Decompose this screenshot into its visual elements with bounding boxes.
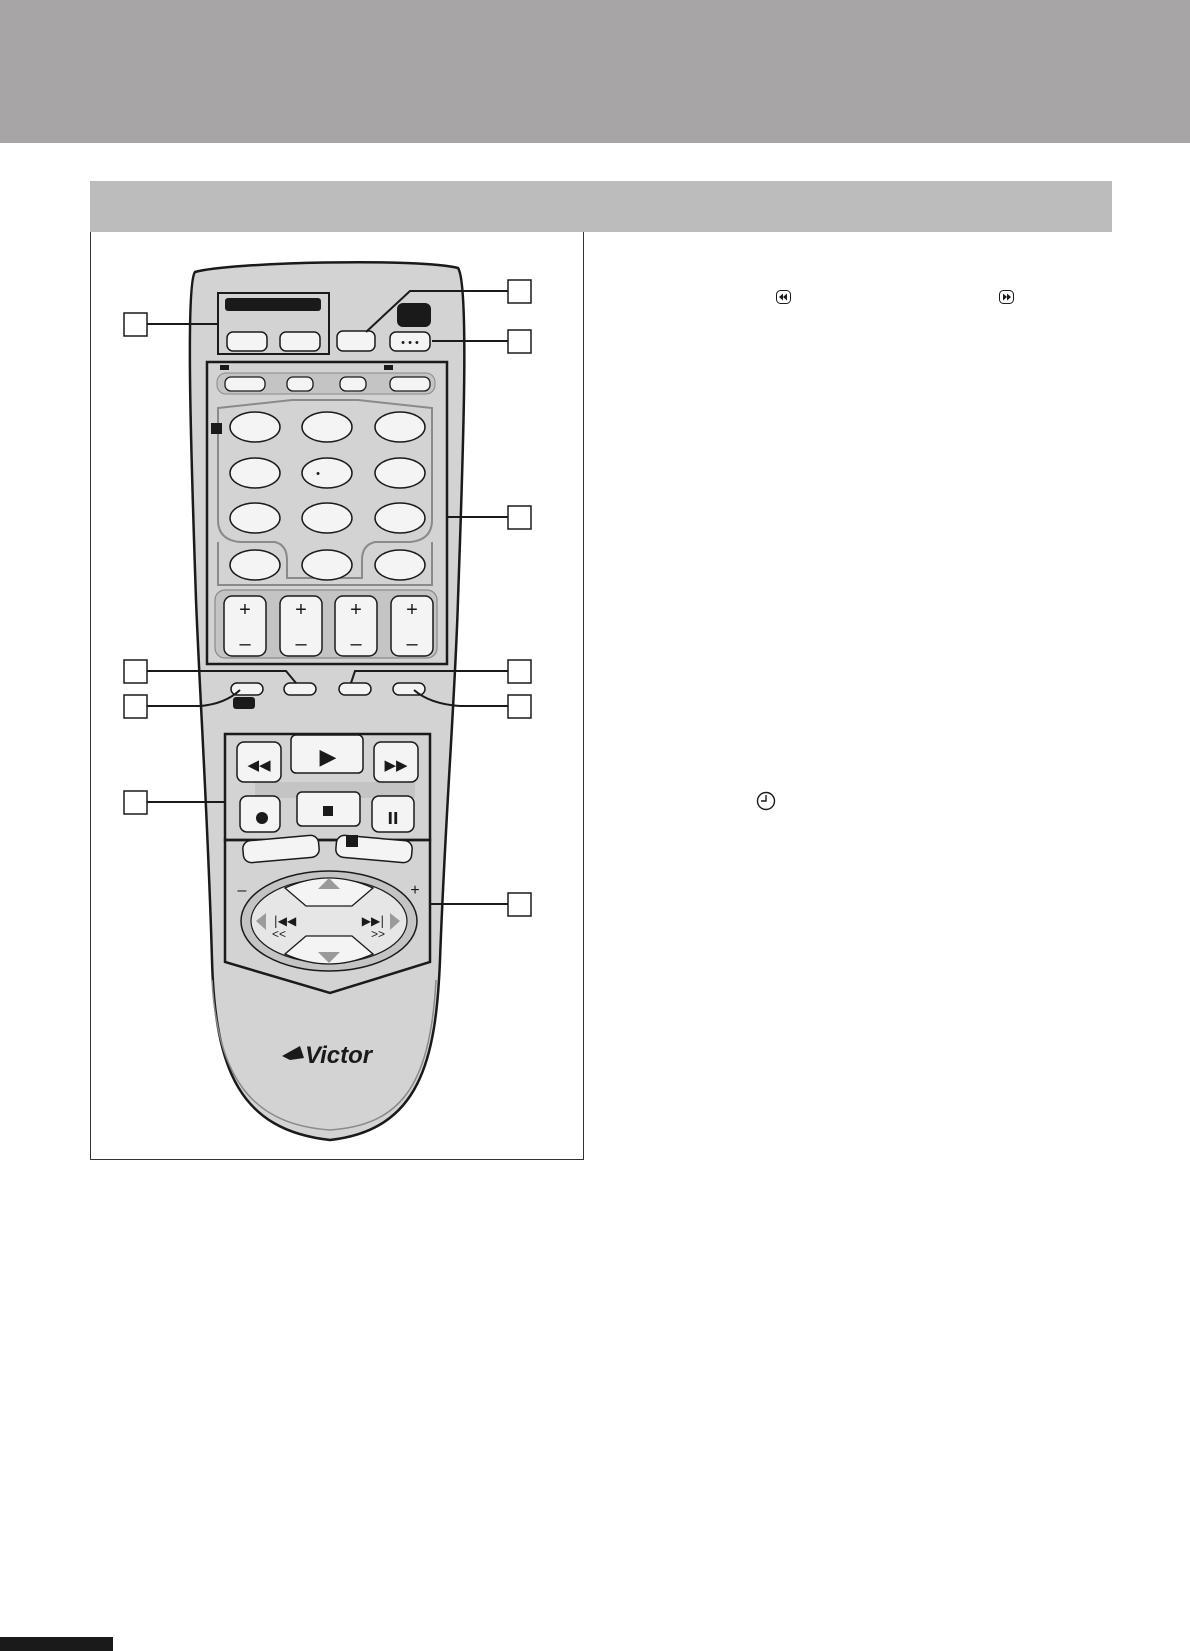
step-button-dots: • • • bbox=[401, 337, 419, 349]
number-key-3 bbox=[375, 412, 425, 442]
top-left-button bbox=[227, 332, 267, 351]
rewind-icon: ◀◀ bbox=[247, 756, 271, 774]
rocker-1-plus: + bbox=[239, 599, 251, 621]
small-button-2 bbox=[287, 377, 313, 391]
number-key-11 bbox=[375, 550, 425, 580]
rocker-3-minus: – bbox=[350, 633, 362, 655]
callout-box-right-mid1 bbox=[508, 660, 531, 683]
callout-box-right-1 bbox=[508, 280, 531, 303]
callout-box-right-menu bbox=[508, 893, 531, 916]
function-button-3 bbox=[339, 683, 371, 695]
rocker-2-plus: + bbox=[295, 599, 307, 621]
number-key-8 bbox=[302, 503, 352, 533]
callout-box-right-2 bbox=[508, 330, 531, 353]
small-button-3 bbox=[340, 377, 366, 391]
rocker-4-plus: + bbox=[406, 599, 418, 621]
ok-button-dark-label bbox=[346, 835, 358, 847]
function-button-2 bbox=[284, 683, 316, 695]
number-key-2 bbox=[302, 412, 352, 442]
callout-box-left-top bbox=[124, 313, 147, 336]
pause-icon: ll bbox=[387, 809, 399, 828]
function-button-4 bbox=[393, 683, 425, 695]
dial-minus-label: – bbox=[237, 882, 247, 899]
number-key-4 bbox=[230, 458, 280, 488]
callout-box-right-numeric bbox=[508, 506, 531, 529]
callout-box-left-mid2 bbox=[124, 695, 147, 718]
function-button-1-dark-label bbox=[233, 697, 255, 709]
small-button-1 bbox=[225, 377, 265, 391]
small-marker-right bbox=[384, 365, 393, 370]
rewind-symbol-icon bbox=[776, 290, 791, 304]
number-key-10 bbox=[230, 550, 280, 580]
callout-box-left-mid1 bbox=[124, 660, 147, 683]
top-right-dark-key bbox=[397, 303, 431, 327]
callout-box-right-mid2 bbox=[508, 695, 531, 718]
skip-forward-label: >> bbox=[370, 927, 386, 941]
number-key-7 bbox=[230, 503, 280, 533]
page-corner-tab bbox=[0, 1637, 113, 1651]
skip-forward-icon: ▶▶| bbox=[361, 914, 385, 928]
numpad-dark-marker bbox=[211, 423, 222, 434]
power-button bbox=[337, 331, 375, 351]
rocker-1-minus: – bbox=[239, 633, 251, 655]
number-key-1 bbox=[230, 412, 280, 442]
small-button-4 bbox=[390, 377, 430, 391]
top-right-button bbox=[280, 332, 320, 351]
number-key-0 bbox=[302, 550, 352, 580]
small-marker-left bbox=[220, 365, 229, 370]
rocker-2-minus: – bbox=[295, 633, 307, 655]
skip-back-label: << bbox=[271, 927, 287, 941]
rocker-3-plus: + bbox=[350, 599, 362, 621]
play-icon: ▶ bbox=[319, 745, 337, 770]
number-key-5-dot: • bbox=[316, 468, 320, 480]
dial-plus-label: + bbox=[410, 882, 420, 899]
timer-clock-icon bbox=[756, 791, 776, 811]
rocker-4-minus: – bbox=[406, 633, 418, 655]
number-key-9 bbox=[375, 503, 425, 533]
skip-back-icon: |◀◀ bbox=[273, 914, 297, 928]
record-icon bbox=[256, 812, 268, 824]
fast-forward-icon: ▶▶ bbox=[384, 756, 408, 774]
number-key-6 bbox=[375, 458, 425, 488]
callout-box-left-transport bbox=[124, 791, 147, 814]
brand-logo-text: Victor bbox=[305, 1042, 373, 1069]
fast-forward-symbol-icon bbox=[999, 290, 1014, 304]
stop-icon bbox=[323, 806, 333, 816]
top-dark-label bbox=[225, 298, 321, 311]
number-key-5 bbox=[302, 458, 352, 488]
